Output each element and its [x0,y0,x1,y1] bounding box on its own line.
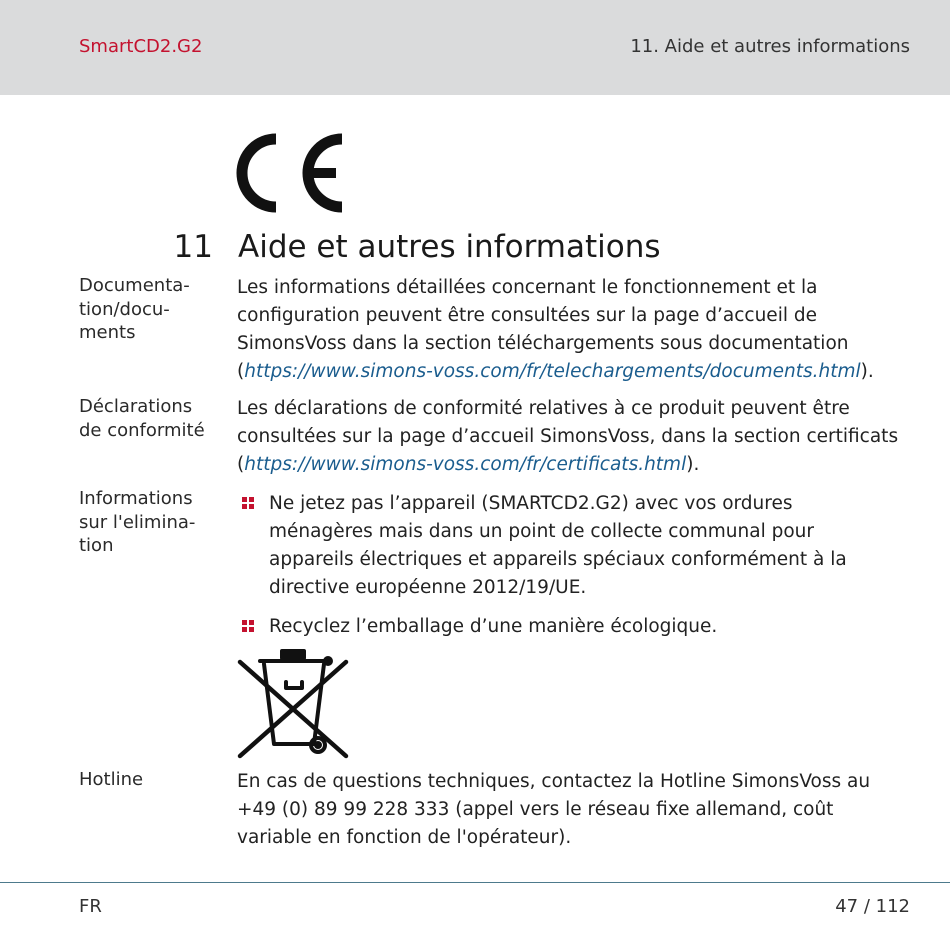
documentation-paragraph [237,274,927,386]
hotline-text: En cas de questions techniques, contactez la Hotline SimonsVoss au +49 (0) 89 99 228 333 (appel vers le réseau fixe allemand, coût variable en fonction de l'opérateur). [237,771,871,848]
disposal-bullet-text: Ne jetez pas l’appareil (SMARTCD2.G2) avec vos ordures ménagères mais dans un point de collecte communal pour appareils électriques et appareils spéciaux conformément à la directive européenne 2012/19/UE. [269,493,847,598]
chapter-title: Aide et autres informations [238,229,661,265]
documentation-text: Les informations détaillées concernant le fonctionnement et la configuration peuvent être consultées sur la page d’accueil de SimonsVoss dans la section téléchargements sous documentation [237,277,849,354]
declarations-paragraph [237,395,927,479]
page-number: 47 / 112 [835,896,910,917]
footer-divider [0,882,950,883]
hotline-label: Hotline [79,769,144,790]
page-header [0,0,950,95]
chapter-number: 11 [173,229,213,265]
crossed-out-wheelie-bin-icon [236,648,350,760]
declarations-open-paren: ( [237,454,245,475]
product-name: SmartCD2.G2 [79,36,203,57]
documentation-label: Documenta- tion/docu- ments [79,275,190,343]
declarations-text: Les déclarations de conformité relatives à ce produit peuvent être consultées sur la page d’accueil SimonsVoss, dans la section certificats [237,398,899,447]
red-square-bullet-icon [242,620,255,633]
footer-language: FR [79,896,102,917]
header-chapter-title: 11. Aide et autres informations [630,36,910,57]
disposal-label: Informations sur l'elimina- tion [79,488,196,556]
declarations-label: Déclarations de conformité [79,396,205,441]
disposal-bullet-text: Recyclez l’emballage d’une manière écologique. [269,616,718,637]
declarations-link[interactable]: https://www.simons-voss.com/fr/certificats.html [244,454,687,475]
ce-mark-icon [236,133,348,213]
declarations-close-paren: ). [686,454,700,475]
documentation-open-paren: ( [237,361,245,382]
documentation-close-paren: ). [860,361,874,382]
red-square-bullet-icon [242,497,255,510]
documentation-link[interactable]: https://www.simons-voss.com/fr/telechargements/documents.html [244,361,861,382]
